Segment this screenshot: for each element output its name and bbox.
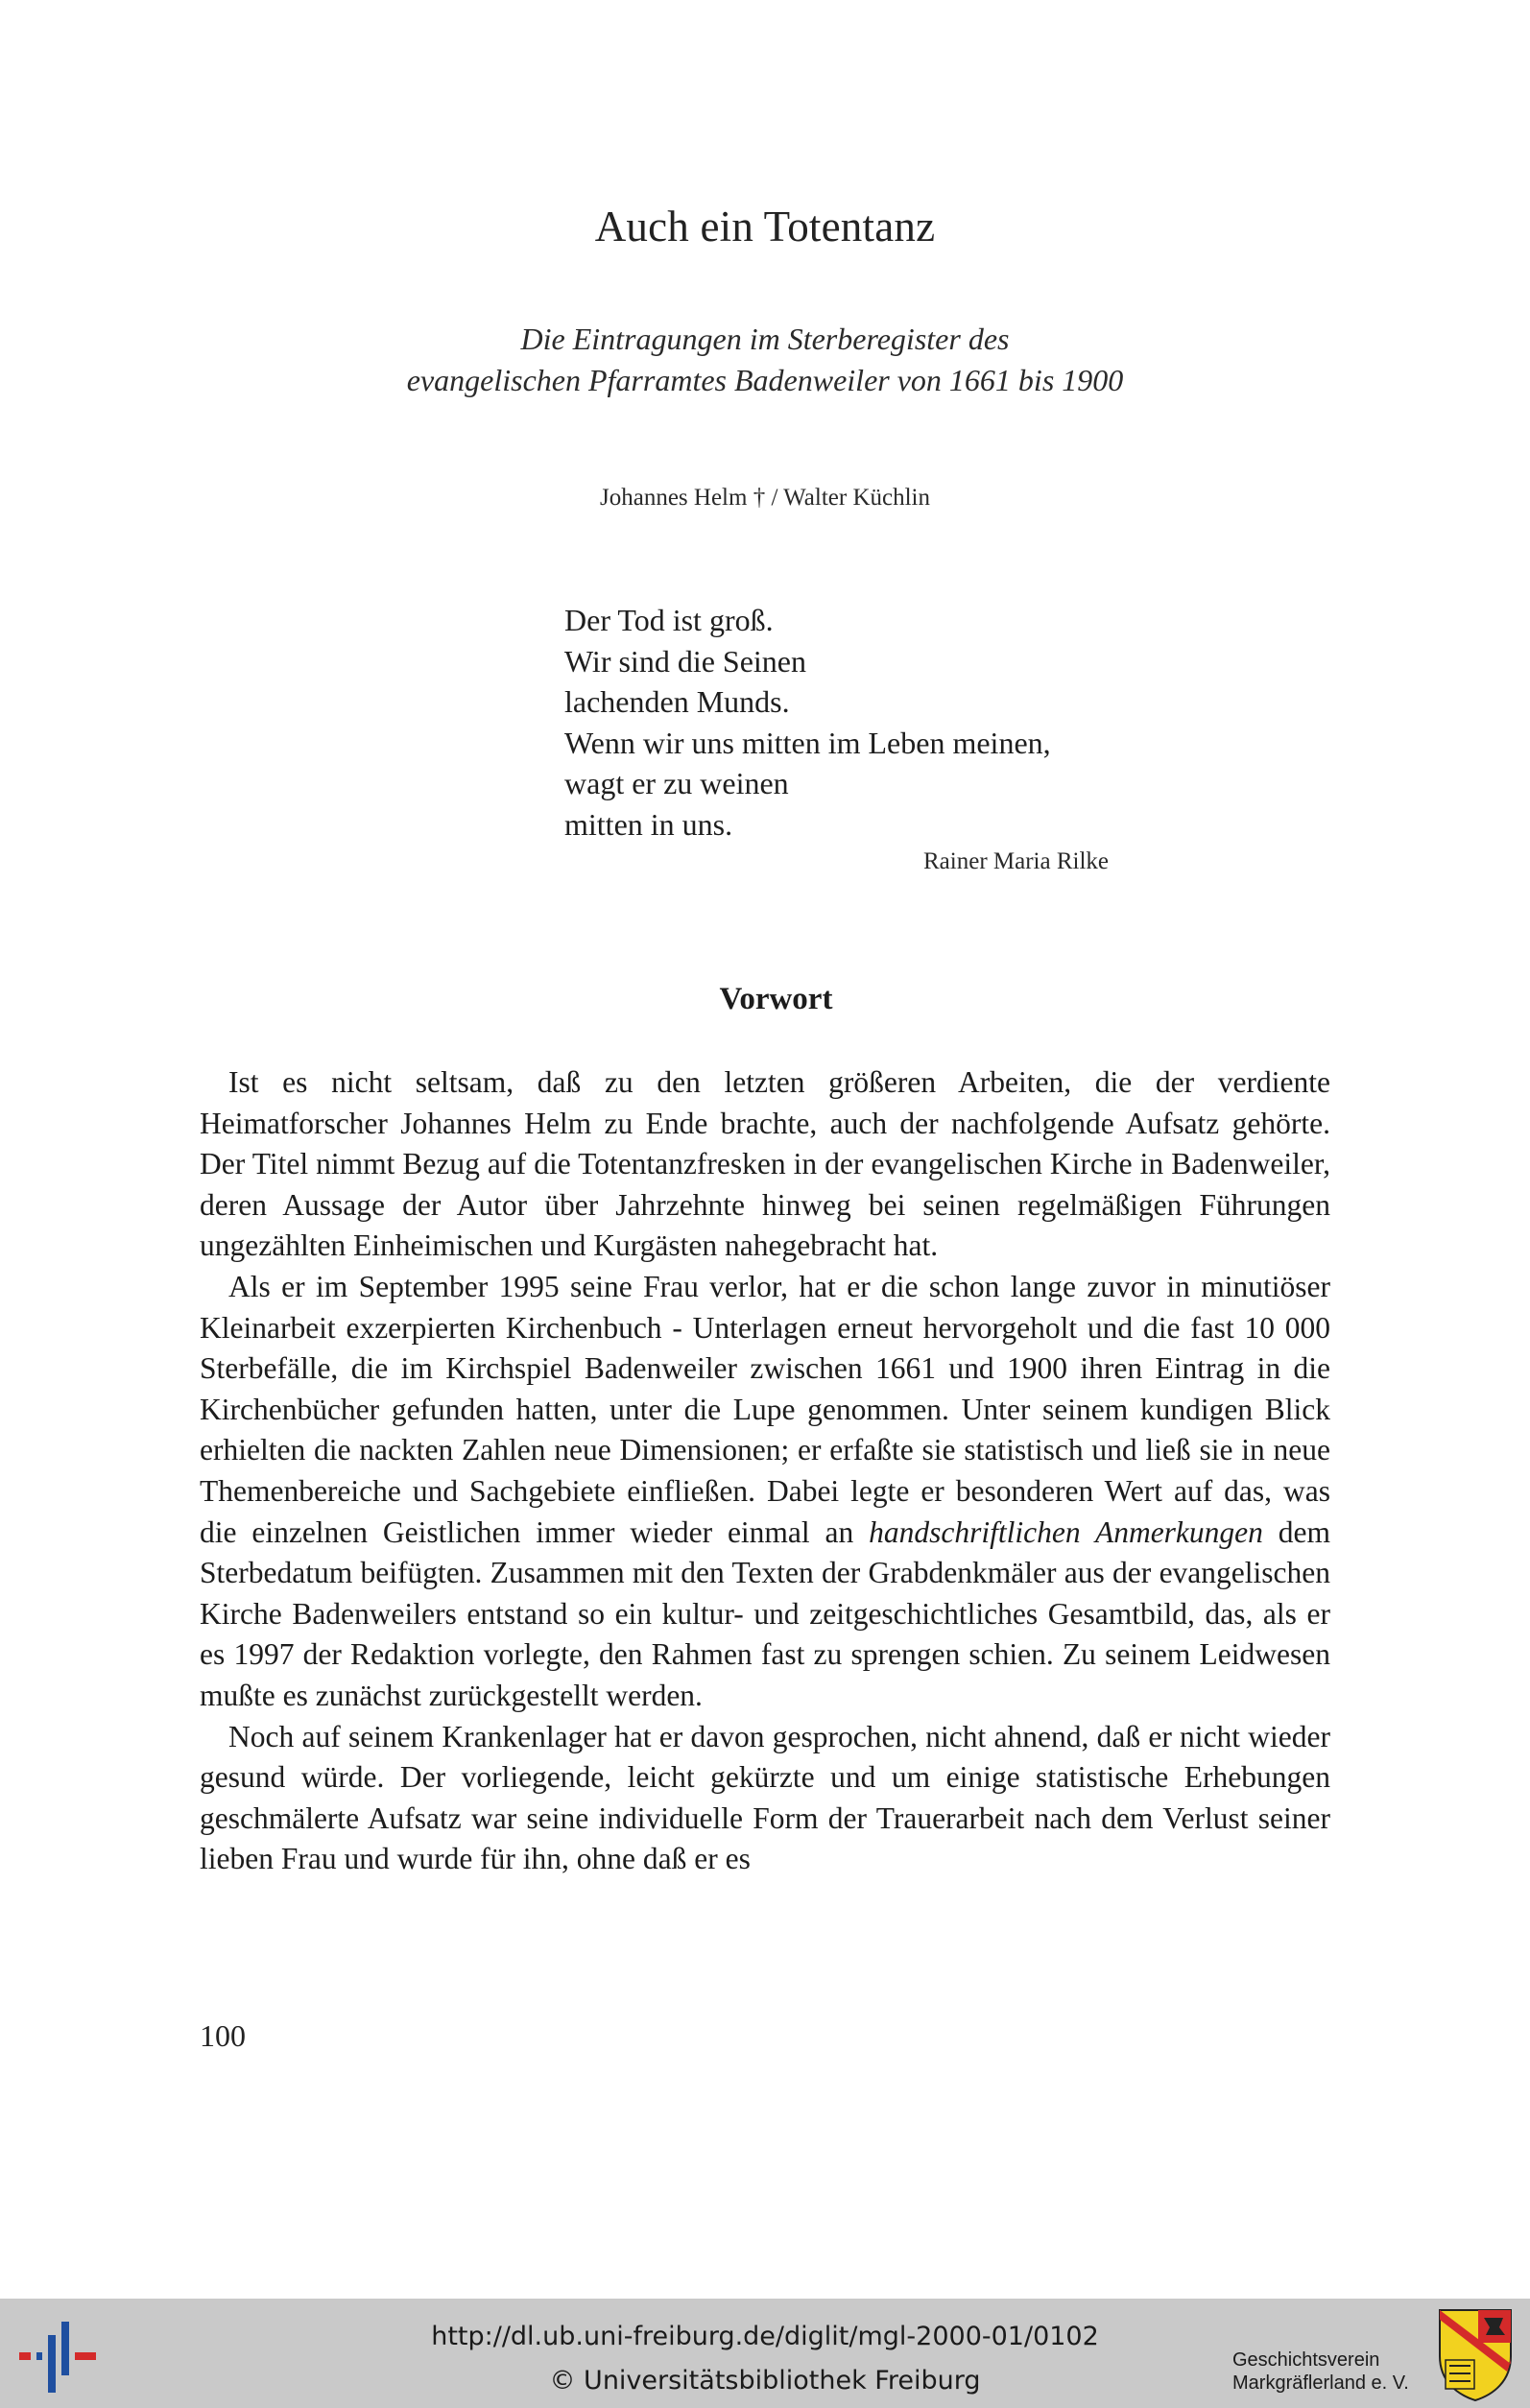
- epigraph-poem: [564, 600, 1051, 846]
- paragraph: Noch auf seinem Krankenlager hat er davon gesprochen, nicht ahnend, daß er nicht wieder gesund würde. Der vorliegende, leicht gekürzte und um einige statistische Erhebungen geschmälerte Aufsatz war seine individuelle Form der Trauerarbeit nach dem Verlust seiner lieben Frau und wurde für ihn, ohne daß er es: [200, 1719, 1330, 1876]
- page-number: 100: [200, 2018, 246, 2053]
- society-line: Geschichtsverein: [1232, 2349, 1380, 2371]
- subtitle-line: evangelischen Pfarramtes Badenweiler von 1661 bis 1900: [406, 363, 1124, 397]
- poem-line: Wir sind die Seinen: [564, 643, 806, 679]
- paragraph-text: dem Sterbedatum beifügten. Zusammen mit den Texten der Grabdenkmäler aus der evangelischen Kirche Badenweilers entstand so ein kultur- und zeitgeschichtliches Gesamtbild, das, als er es 1997 der Redaktion vorlegte, den Rahmen fast zu sprengen schien. Zu seinem Leidwesen mußte es zunächst zurückgestellt werden.: [200, 1514, 1331, 1712]
- coat-of-arms-icon[interactable]: [1436, 2306, 1515, 2402]
- copyright-notice: © Universitätsbibliothek Freiburg: [549, 2366, 981, 2396]
- article-authors: Johannes Helm † / Walter Küchlin: [600, 485, 930, 511]
- italic-emphasis: handschriftlichen Anmerkungen: [869, 1514, 1263, 1549]
- epigraph-author: Rainer Maria Rilke: [923, 848, 1109, 874]
- article-title: Auch ein Totentanz: [594, 203, 936, 250]
- subtitle-line: Die Eintragungen im Sterberegister des: [520, 322, 1010, 356]
- poem-line: Wenn wir uns mitten im Leben meinen,: [564, 725, 1051, 760]
- poem-line: wagt er zu weinen: [564, 766, 789, 801]
- paragraph-text: Als er im September 1995 seine Frau verlor, hat er die schon lange zuvor in minutiöser Kleinarbeit exzerpierten Kirchenbuch - Unterlagen erneut hervorgeholt und die fast 10 000 Sterbefälle, die im Kirchspiel Badenweiler zwischen 1661 und 1900 ihren Eintrag in die Kirchenbücher gefunden hatten, unter die Lupe genommen. Unter seinem kundigen Blick erhielten die nackten Zahlen neue Dimensionen; er erfaßte sie statistisch und ließ sie in neue Themenbereiche und Sachgebiete einfließen. Dabei legte er besonderen Wert auf das, was die einzelnen Geistlichen immer wieder einmal an: [200, 1269, 1330, 1549]
- section-heading: Vorwort: [719, 982, 833, 1016]
- body-text: [200, 1062, 1330, 1880]
- document-url-link[interactable]: http://dl.ub.uni-freiburg.de/diglit/mgl-2000-01/0102: [431, 2322, 1099, 2351]
- society-name: [1232, 2348, 1424, 2395]
- society-line: Markgräflerland e. V.: [1232, 2372, 1409, 2394]
- poem-line: Der Tod ist groß.: [564, 603, 774, 637]
- footer-bar: [0, 2299, 1530, 2408]
- paragraph: [200, 1267, 1330, 1717]
- poem-line: mitten in uns.: [564, 806, 733, 842]
- poem-line: lachenden Munds.: [564, 684, 790, 720]
- article-subtitle: [0, 319, 1530, 401]
- paragraph: Ist es nicht seltsam, daß zu den letzten größeren Arbeiten, die der verdiente Heimatforscher Johannes Helm zu Ende brachte, auch der nachfolgende Aufsatz gehörte. Der Titel nimmt Bezug auf die Totentanzfresken in der evangelischen Kirche in Badenweiler, deren Aussage der Autor über Jahrzehnte hinweg bei seinen regelmäßigen Führungen ungezählten Einheimischen und Kurgästen nahegebracht hat.: [200, 1065, 1330, 1263]
